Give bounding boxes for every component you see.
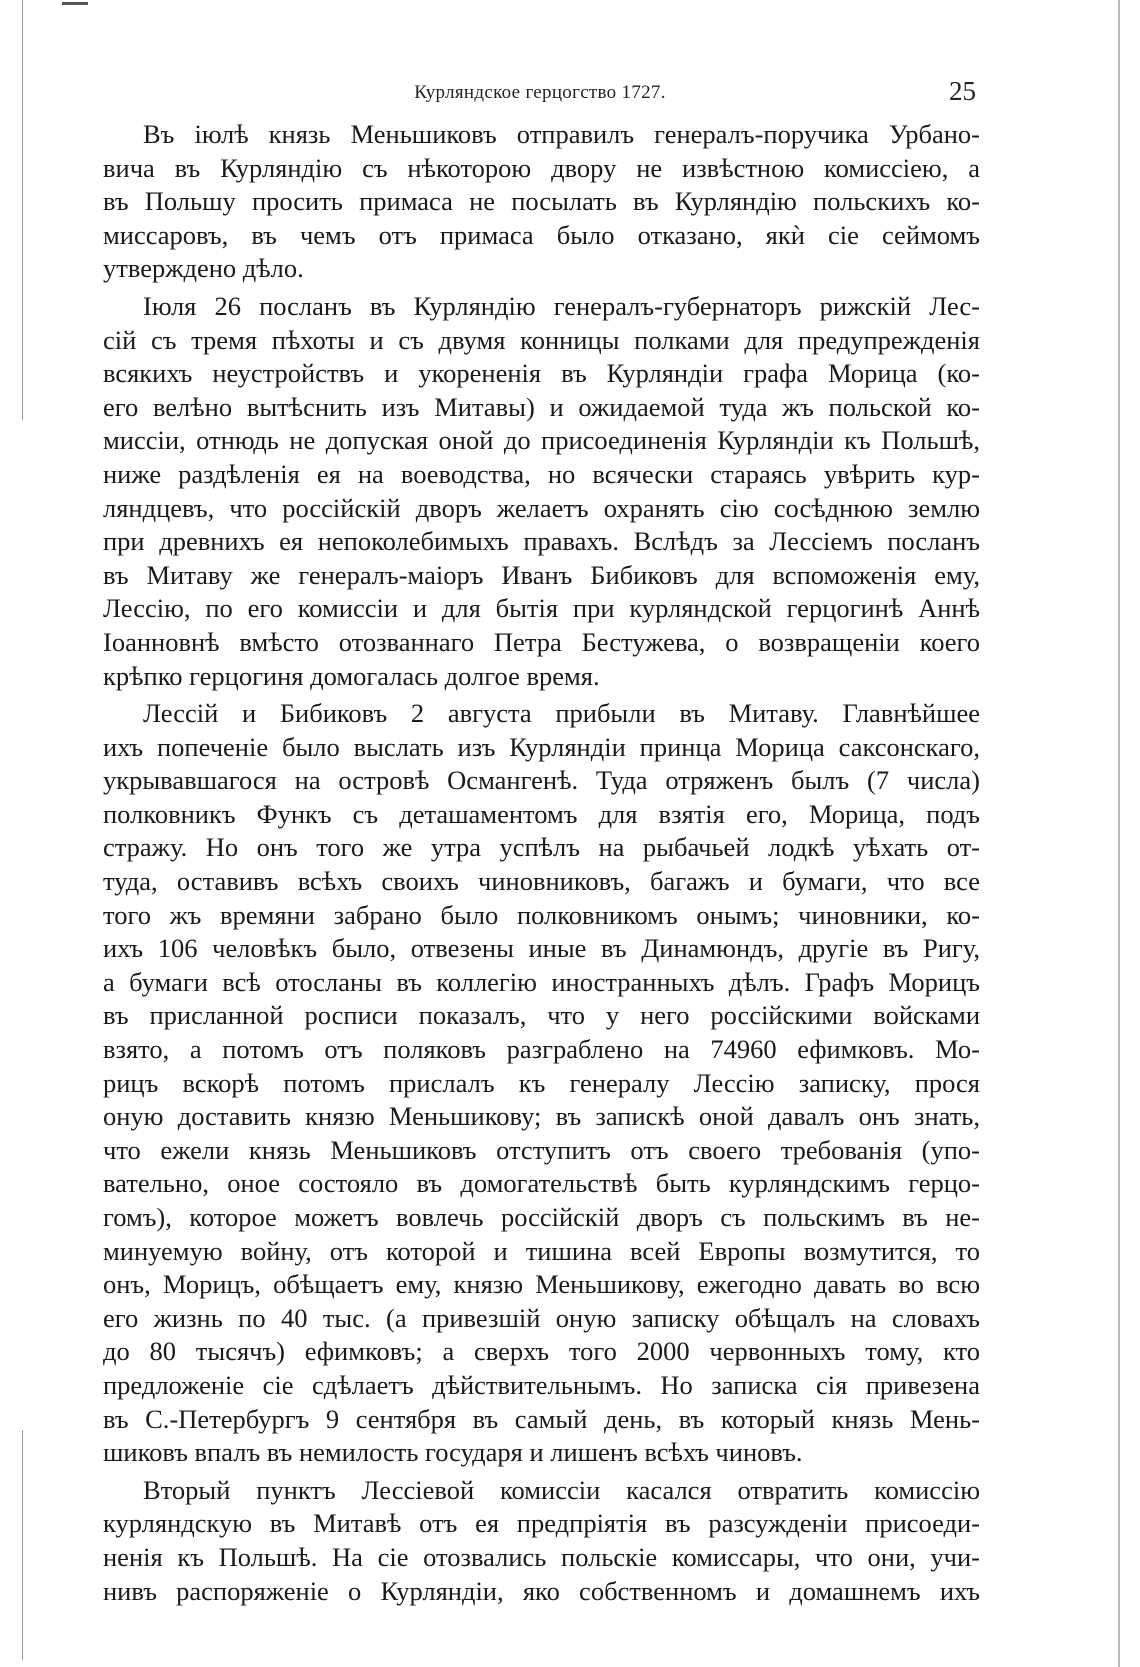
text-line: крѣпко герцогиня домогалась долгое время. [103,660,600,691]
body-text [103,118,980,1612]
text-line: гомъ), которое можетъ вовлечь россійскій дворъ съ польскимъ въ не- [103,1202,980,1232]
text-line: всякихъ неустройствъ и укорененія въ Курляндіи графа Морица (ко- [103,358,980,389]
text-line: предложеніе сіе сдѣлаетъ дѣйствительнымъ. Но записка сія привезена [103,1369,980,1400]
paragraph [103,697,980,1470]
text-line: его жизнь по 40 тыс. (а привезшій оную записку обѣщалъ на словахъ [103,1302,980,1333]
text-line: ненія къ Польшѣ. На сіе отозвались польскіе комиссары, что они, учи- [103,1541,980,1572]
text-line: ниже раздѣленія ея на воеводства, но всячески стараясь увѣрить кур- [103,458,980,489]
text-line: полковникъ Функъ съ деташаментомъ для взятія его, Морица, подъ [103,798,980,829]
text-line: вича въ Курляндію съ нѣкоторою двору не извѣстною комиссіею, а [103,152,980,183]
scan-artifact-left-edge-lower [22,1430,23,1660]
text-line: минуемую войну, отъ которой и тишина всей Европы возмутится, то [103,1235,980,1266]
text-line: ихъ 106 человѣкъ было, отвезены иные въ Динамюндъ, другіе въ Ригу, [103,933,980,964]
paragraph [103,1474,980,1608]
text-line: ляндцевъ, что россійскій дворъ желаетъ охранять сію сосѣднюю землю [103,492,980,523]
text-line: Въ іюлѣ князь Меньшиковъ отправилъ генералъ-поручика Урбано- [143,119,980,149]
scan-artifact-right-edge [1118,0,1120,1667]
scan-artifact-top [62,2,88,5]
text-line: утверждено дѣло. [103,253,304,284]
text-line: до 80 тысячъ) ефимковъ; а сверхъ того 2000 червонныхъ тому, кто [103,1336,980,1367]
text-line: сій съ тремя пѣхоты и съ двумя конницы полками для предупрежденія [103,324,980,355]
text-line: нивъ распоряженіе о Курляндіи, яко собственномъ и домашнемъ ихъ [103,1575,980,1606]
text-line: въ присланной росписи показалъ, что у него россійскими войсками [103,1000,980,1031]
text-line: курляндскую въ Митавѣ отъ ея предпріятія въ разсужденіи присоеди- [103,1508,980,1539]
text-line: того жъ времяни забрано было полковникомъ онымъ; чиновники, ко- [103,899,980,930]
text-line: взято, а потомъ отъ поляковъ разграблено на 74960 ефимковъ. Мо- [103,1034,980,1065]
text-line: его велѣно вытѣснить изъ Митавы) и ожидаемой туда жъ польской ко- [103,391,980,422]
text-line: въ С.-Петербургъ 9 сентября въ самый день, въ который князь Мень- [103,1403,980,1434]
text-line: въ Митаву же генералъ-маіоръ Иванъ Бибиковъ для вспоможенія ему, [103,559,980,590]
text-line: вательно, оное состояло въ домогательствѣ быть курляндскимъ герцо- [103,1168,980,1199]
text-line: рицъ вскорѣ потомъ прислалъ къ генералу Лессію записку, прося [103,1067,980,1098]
page-header [100,76,980,116]
text-line: а бумаги всѣ отосланы въ коллегію иностранныхъ дѣлъ. Графъ Морицъ [103,966,980,997]
scan-artifact-left-edge [22,0,23,420]
text-line: Іоанновнѣ вмѣсто отозваннаго Петра Бестужева, о возвращеніи коего [103,626,980,657]
text-line: ихъ попеченіе было выслать изъ Курляндіи принца Морица саксонскаго, [103,731,980,762]
text-line: оную доставить князю Меньшикову; въ запискѣ оной давалъ онъ знать, [103,1101,980,1132]
text-line: миссіи, отнюдь не допуская оной до присоединенія Курляндіи къ Польшѣ, [103,425,980,456]
text-line: онъ, Морицъ, обѣщаетъ ему, князю Меньшикову, ежегодно давать во всю [103,1269,980,1300]
text-line: шиковъ впалъ въ немилость государя и лишенъ всѣхъ чиновъ. [103,1437,803,1468]
text-line: въ Польшу просить примаса не посылать въ Курляндію польскихъ ко- [103,186,980,217]
paragraph [103,290,980,693]
paragraph [103,118,980,286]
text-line: туда, оставивъ всѣхъ своихъ чиновниковъ, багажъ и бумаги, что все [103,866,980,897]
text-line: стражу. Но онъ того же утра успѣлъ на рыбачьей лодкѣ уѣхать от- [103,832,980,863]
text-line: Лессій и Бибиковъ 2 августа прибыли въ Митаву. Главнѣйшее [143,698,980,729]
text-line: миссаровъ, въ чемъ отъ примаса было отказано, якѝ сіе сеймомъ [103,219,980,250]
page-number: 25 [949,76,976,106]
text-line: Вторый пунктъ Лессіевой комиссіи касался отвратить комиссію [143,1474,980,1505]
text-line: что ежели князь Меньшиковъ отступитъ отъ своего требованія (упо- [103,1134,980,1165]
text-line: укрывавшагося на островѣ Османгенѣ. Туда отряженъ былъ (7 числа) [103,765,980,796]
text-line: Лессію, по его комиссіи и для бытія при курляндской герцогинѣ Аннѣ [103,593,980,624]
text-line: при древнихъ ея непоколебимыхъ правахъ. Вслѣдъ за Лессіемъ посланъ [103,526,980,557]
text-line: Іюля 26 посланъ въ Курляндію генералъ-губернаторъ рижскій Лес- [143,290,980,321]
running-title: Курляндское герцогство 1727. [414,82,666,103]
